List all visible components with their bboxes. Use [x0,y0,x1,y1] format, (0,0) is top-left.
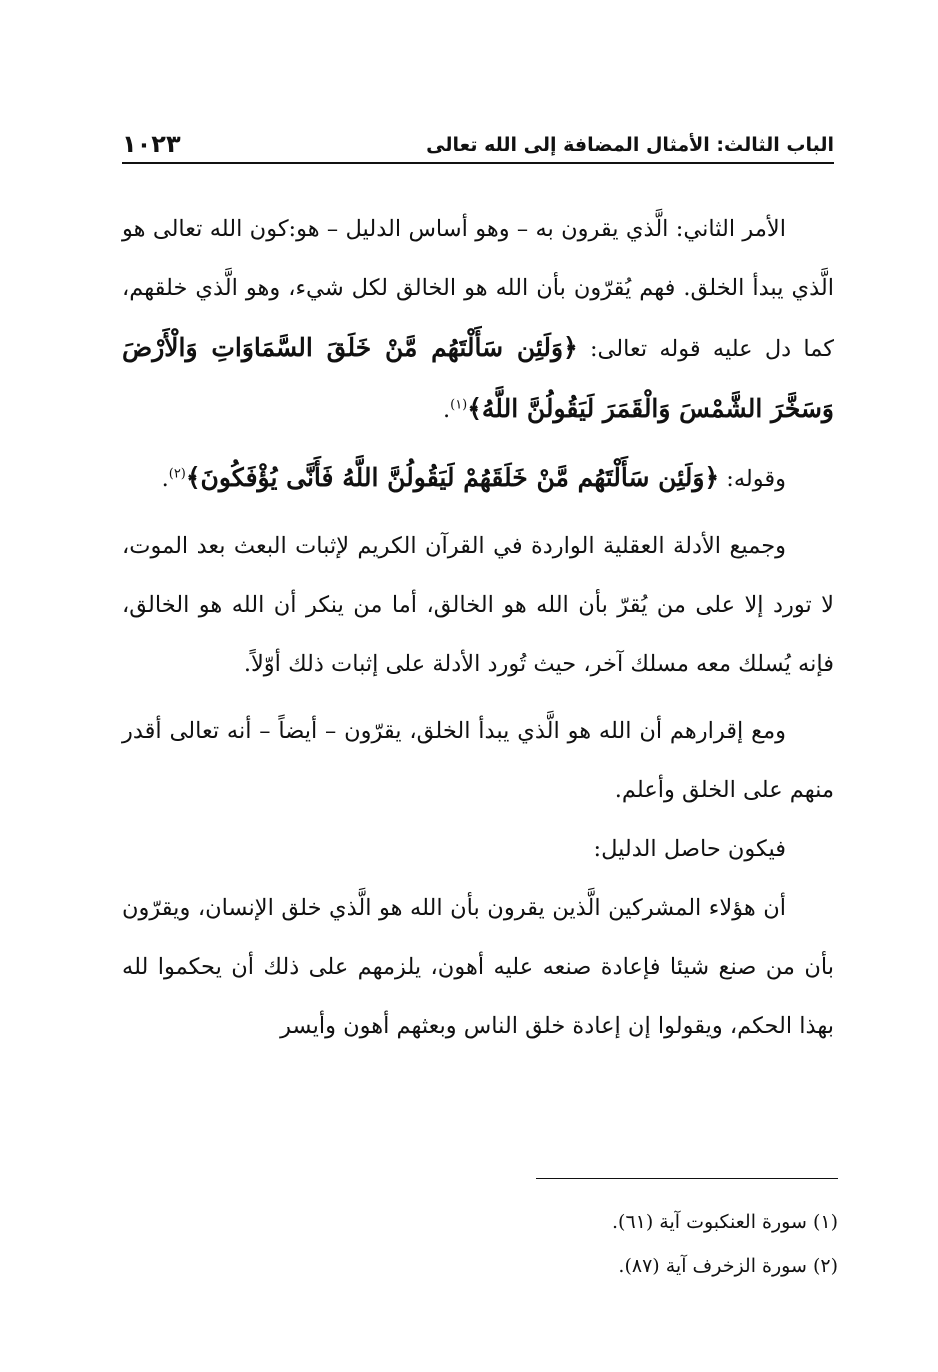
paragraph-5: فيكون حاصل الدليل: [593,836,786,862]
body-text [122,200,834,1056]
paragraph-4: ومع إقرارهم أن الله هو الَّذي يبدأ الخلق، يقرّون – أيضاً – أنه تعالى أقدر منهم على الخلق وأعلم. [122,718,834,803]
footnotes [338,1200,838,1288]
paragraph-1 [122,200,834,440]
paragraph-1-end: . [442,397,451,423]
running-header [122,126,834,164]
paragraph-6: أن هؤلاء المشركين الَّذين يقرون بأن الله هو الَّذي خلق الإنسان، ويقرّون بأن من صنع شيئا فإعادة صنعه عليه أهون، يلزمهم على ذلك أن يحكموا لله بهذا الحكم، ويقولوا إن إعادة خلق الناس وبعثهم أهون وأيسر [122,895,834,1039]
paragraph-2 [122,448,834,509]
footnote-ref-2[interactable]: (٢) [168,466,186,482]
paragraph-2-text: وقوله: [719,466,786,492]
footnote-1: (١) سورة العنكبوت آية (٦١). [611,1211,838,1233]
chapter-title: الباب الثالث: الأمثال المضافة إلى الله تعالى [426,134,834,156]
page-number: ١٠٢٣ [122,130,181,158]
quran-verse-2: ﴿وَلَئِن سَأَلْتَهُم مَّنْ خَلَقَهُمْ لَيَقُولُنَّ اللَّهُ فَأَنَّى يُؤْفَكُونَ﴾ [185,463,720,492]
paragraph-1-text: الأمر الثاني: الَّذي يقرون به – وهو أساس الدليل – هو:كون الله تعالى هو الَّذي يبدأ الخلق. فهم يُقرّون بأن الله هو الخالق لكل شيء، وهو الَّذي خلقهم، كما دل عليه قوله تعالى: [122,216,834,362]
footnote-ref-1[interactable]: (١) [450,397,468,413]
quran-verse-1: ﴿وَلَئِن سَأَلْتَهُم مَّنْ خَلَقَ السَّمَاوَاتِ وَالْأَرْضَ وَسَخَّرَ الشَّمْسَ وَالْقَمَرَ لَيَقُولُنَّ اللَّهُ﴾ [122,333,834,423]
footnote-separator [536,1178,838,1179]
footnote-2: (٢) سورة الزخرف آية (٨٧). [618,1255,838,1277]
paragraph-3: وجميع الأدلة العقلية الواردة في القرآن الكريم لإثبات البعث بعد الموت، لا تورد إلا على من يُقرّ بأن الله هو الخالق، أما من ينكر أن الله هو الخالق، فإنه يُسلك معه مسلك آخر، حيث تُورد الأدلة على إثبات ذلك أوّلاً. [122,533,834,677]
paragraph-2-end: . [161,466,169,492]
